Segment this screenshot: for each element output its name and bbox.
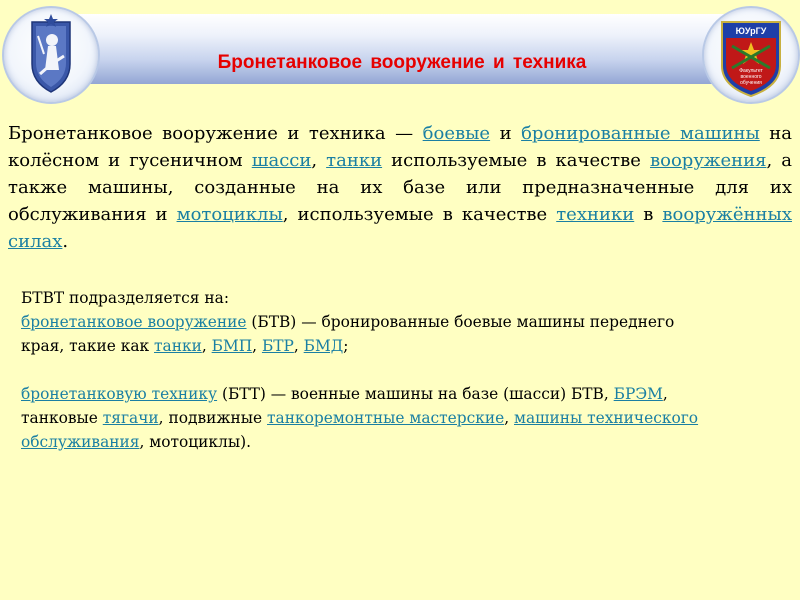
link-btv-tanki[interactable]: танки	[154, 337, 202, 355]
btt-text: , подвижные	[158, 409, 268, 427]
link-btr[interactable]: БТР	[261, 337, 294, 355]
link-bronetankovuyu-tekhniku[interactable]: бронетанковую технику	[21, 385, 218, 403]
btt-text: ,	[662, 385, 668, 403]
university-emblem-shield-icon	[4, 8, 98, 102]
block-spacer	[21, 358, 781, 382]
classification-block	[21, 286, 781, 454]
intro-text: используемые в качестве	[382, 150, 650, 171]
link-mototsikly[interactable]: мотоциклы	[176, 204, 283, 225]
intro-text: .	[62, 231, 69, 252]
header-banner	[44, 14, 760, 84]
link-tyagachi[interactable]: тягачи	[102, 409, 159, 427]
page-title: Бронетанковое вооружение и техника	[217, 52, 587, 73]
faculty-logo-caption-1: Факультет	[739, 68, 763, 74]
link-vooruzheniya[interactable]: вооружения	[649, 150, 767, 171]
btv-line-2	[21, 334, 781, 358]
link-bronirovannye-mashiny[interactable]: бронированные машины	[521, 123, 760, 144]
faculty-logo-caption-3: обучения	[740, 80, 762, 86]
btv-line-1	[21, 310, 781, 334]
link-brem[interactable]: БРЭМ	[613, 385, 663, 403]
link-vooruzhyonnykh-sil[interactable]: вооружённых силах	[8, 204, 792, 252]
intro-text: , используемые в качестве	[282, 204, 557, 225]
intro-text: , а также машины, созданные на их базе или предназначенные для их обслуживания и	[8, 150, 792, 225]
btt-line-2	[21, 406, 781, 430]
btt-text: танковые	[21, 409, 103, 427]
faculty-logo	[702, 6, 800, 104]
faculty-logo-caption-2: военного	[740, 74, 762, 80]
btt-text: , мотоциклы).	[139, 433, 251, 451]
btt-line-3	[21, 430, 781, 454]
intro-paragraph	[8, 120, 792, 255]
link-mashiny-tekhnicheskogo[interactable]: машины технического	[514, 409, 699, 427]
link-tankoremontnye-masterskie[interactable]: танкоремонтные мастерские	[267, 409, 505, 427]
classification-heading: БТВТ подразделяется на:	[21, 289, 229, 307]
military-faculty-badge-icon	[704, 8, 798, 102]
btv-text: (БТВ) — бронированные боевые машины переднего	[246, 313, 675, 331]
link-tanki[interactable]: танки	[326, 150, 383, 171]
intro-text: ,	[311, 150, 327, 171]
btv-text: ,	[293, 337, 304, 355]
btv-text: ;	[343, 337, 349, 355]
link-bmd[interactable]: БМД	[303, 337, 344, 355]
link-bmp[interactable]: БМП	[211, 337, 253, 355]
link-tekhniki[interactable]: техники	[556, 204, 635, 225]
faculty-logo-abbr: ЮУрГУ	[735, 26, 767, 36]
btv-text: края, такие как	[21, 337, 155, 355]
intro-text: в	[634, 204, 663, 225]
link-bronetankovoe-vooruzhenie[interactable]: бронетанковое вооружение	[21, 313, 247, 331]
btt-text: ,	[504, 409, 514, 427]
link-boevye[interactable]: боевые	[422, 123, 491, 144]
btt-line-1	[21, 382, 781, 406]
btv-text: ,	[252, 337, 262, 355]
intro-text: Бронетанковое вооружение и техника —	[8, 123, 423, 144]
intro-text: на колёсном и гусеничном	[8, 123, 792, 171]
university-logo	[2, 6, 100, 104]
btt-text: (БТТ) — военные машины на базе (шасси) БТВ,	[217, 385, 614, 403]
intro-text: и	[490, 123, 522, 144]
link-obsluzhivaniya[interactable]: обслуживания	[21, 433, 140, 451]
btv-text: ,	[201, 337, 212, 355]
link-shassi[interactable]: шасси	[251, 150, 312, 171]
